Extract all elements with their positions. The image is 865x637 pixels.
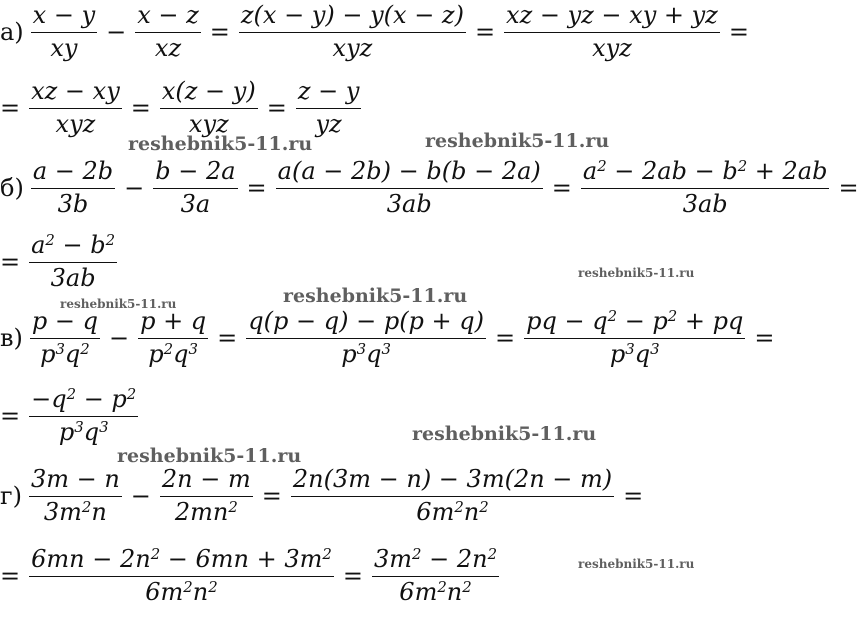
minus-sign: − (130, 482, 151, 511)
equals-sign: = (261, 482, 282, 511)
fraction: $\frac{-q^2 - p^2}{p^3q^3}$ (31, 384, 137, 446)
label-g: г) (0, 482, 22, 511)
fraction: $\frac{3m^2 - 2n^2}{6m^2n^2}$ (373, 544, 498, 606)
label-a: а) (0, 18, 24, 47)
solution-v-line-2 (0, 386, 141, 446)
equals-sign: = (728, 18, 749, 47)
watermark: reshebnik5-11.ru (425, 130, 610, 152)
solution-g-line-2 (0, 546, 502, 606)
fraction: $\frac{z(x - y) - y(x - z)}{\text{xyz}}$ (240, 1, 464, 62)
equals-sign: = (551, 174, 572, 203)
watermark: reshebnik5-11.ru (283, 285, 468, 307)
fraction: $\frac{xz - yz - xy + yz}{\text{xyz}}$ (506, 1, 718, 62)
fraction: $\frac{x - y}{xy}$ (32, 1, 96, 62)
solution-a-line-1 (0, 2, 755, 62)
solution-b-line-1 (0, 158, 865, 218)
equals-sign: = (474, 18, 496, 47)
equals-sign: = (0, 402, 21, 431)
fraction: $\frac{x(z - y)}{\text{xyz}}$ (161, 77, 256, 138)
label-v: в) (0, 324, 23, 353)
fraction: $\frac{2n(3m - n) - 3m(2n - m)}{6m^2n^2}$ (292, 465, 613, 526)
minus-sign: − (108, 324, 130, 353)
fraction: $\frac{a - 2b}{3b}$ (32, 157, 114, 218)
equals-sign: = (623, 482, 644, 511)
equals-sign: = (838, 174, 859, 203)
fraction: $\frac{xz - xy}{\text{xyz}}$ (31, 77, 120, 138)
fraction: $\frac{b - 2a}{3a}$ (155, 157, 236, 218)
solution-a-line-2 (0, 78, 364, 138)
fraction: $\frac{p + q}{p^2q^3}$ (140, 307, 207, 368)
equals-sign: = (209, 18, 230, 47)
equals-sign: = (754, 324, 775, 353)
label-b: б) (0, 174, 24, 203)
equals-sign: = (0, 94, 21, 123)
equals-sign: = (0, 248, 21, 277)
watermark: reshebnik5-11.ru (128, 133, 313, 155)
watermark: reshebnik5-11.ru (117, 445, 302, 467)
watermark: reshebnik5-11.ru (412, 423, 597, 445)
fraction: $\frac{a(a - 2b) - b(b - 2a)}{3ab}$ (277, 157, 541, 218)
fraction: $\frac{z - y}{yz}$ (297, 77, 360, 138)
fraction: $\frac{p - q}{p^3q^2}$ (31, 307, 98, 368)
solution-v-line-1 (0, 308, 780, 368)
equals-sign: = (130, 94, 151, 123)
watermark: reshebnik5-11.ru (60, 297, 177, 311)
watermark: reshebnik5-11.ru (578, 557, 695, 571)
fraction: $\frac{q(p - q) - p(p + q)}{p^3q^3}$ (248, 307, 485, 368)
fraction: $\frac{a^2 - 2ab - b^2 + 2ab}{3ab}$ (582, 156, 828, 218)
fraction: $\frac{3m - n}{3m^2n}$ (30, 465, 120, 526)
solution-b-line-2 (0, 232, 120, 292)
fraction: $\frac{pq - q^2 - p^2 + pq}{p^3q^3}$ (526, 306, 744, 368)
fraction: $\frac{x - z}{xz}$ (137, 1, 199, 62)
equals-sign: = (495, 324, 516, 353)
minus-sign: − (106, 18, 127, 47)
equals-sign: = (0, 562, 21, 591)
solution-g-line-1 (0, 466, 649, 526)
fraction: $\frac{2n - m}{2mn^2}$ (161, 465, 251, 526)
equals-sign: = (217, 324, 238, 353)
minus-sign: − (124, 174, 145, 203)
fraction: $\frac{a^2 - b^2}{3ab}$ (31, 230, 116, 292)
fraction: $\frac{6mn - 2n^2 - 6mn + 3m^2}{6m^2n^2}$ (31, 544, 332, 606)
equals-sign: = (246, 174, 267, 203)
equals-sign: = (266, 94, 287, 123)
watermark: reshebnik5-11.ru (578, 266, 695, 280)
equals-sign: = (342, 562, 363, 591)
